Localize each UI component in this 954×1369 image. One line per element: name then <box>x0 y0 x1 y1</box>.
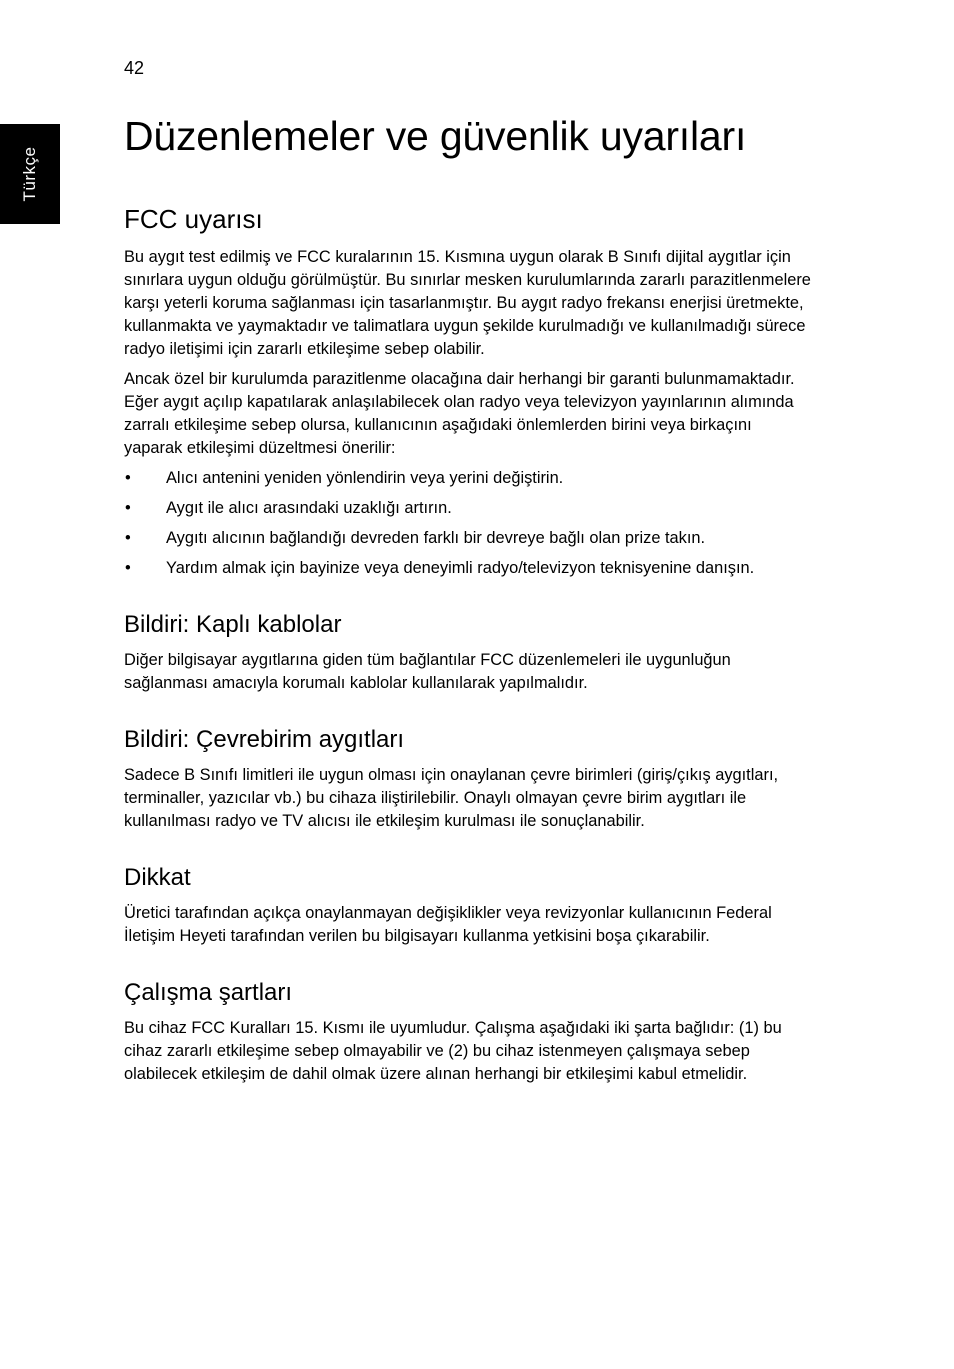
list-item <box>124 497 814 520</box>
page-content <box>124 110 814 1093</box>
shielded-cables-heading: Bildiri: Kaplı kablolar <box>124 611 342 638</box>
operating-conditions-section <box>124 978 814 1086</box>
list-item-text: Aygıtı alıcının bağlandığı devreden farklı bir devreye bağlı olan prize takın. <box>166 529 706 547</box>
language-tab-label: Türkçe <box>20 146 39 202</box>
bullet-glyph: • <box>125 529 131 547</box>
shielded-cables-section <box>124 610 814 695</box>
operating-conditions-heading: Çalışma şartları <box>124 979 293 1006</box>
caution-text: Üretici tarafından açıkça onaylanmayan değişiklikler veya revizyonlar kullanıcının Federal İletişim Heyeti tarafından verilen bu bilgisayarı kullanma yetkisini boşa çıkarabilir. <box>124 904 772 945</box>
caution-heading: Dikkat <box>124 864 191 891</box>
bullet-glyph: • <box>125 469 131 487</box>
bullet-glyph: • <box>125 559 131 577</box>
page-title: Düzenlemeler ve güvenlik uyarıları <box>124 113 747 159</box>
list-item-text: Yardım almak için bayinize veya deneyimli radyo/televizyon teknisyenine danışın. <box>166 559 755 577</box>
operating-conditions-text: Bu cihaz FCC Kuralları 15. Kısmı ile uyumludur. Çalışma aşağıdaki iki şarta bağlıdır: (1) bu cihaz zararlı etkileşime sebep olmayabilir ve (2) bu cihaz istenmeyen çalışmaya sebep olabilecek etkileşim de dahil olmak üzere alınan herhangi bir etkileşimi kabul etmelidir. <box>124 1019 782 1083</box>
fcc-paragraph-2: Ancak özel bir kurulumda parazitlenme olacağına dair herhangi bir garanti bulunmamaktadır. Eğer aygıt açılıp kapatılarak anlaşılabilecek olan radyo veya televizyon yayınlarının alımında zarralı etkileşime sebep olursa, kullanıcının aşağıdaki önlemlerden birini veya birkaçını yaparak etkileşimi düzeltmesi önerilir: <box>124 370 795 457</box>
fcc-paragraph-1: Bu aygıt test edilmiş ve FCC kuralarının 15. Kısmına uygun olarak B Sınıfı dijital aygıtlar için sınırlara uygun olduğu görülmüştür. Bu sınırlar mesken kurulumlarında zararlı parazitlenmelere karşı yeterli koruma sağlanması için tasarlanmıştır. Bu aygıt radyo frekansı enerjisi üretmekte, kullanmakta ve yaymaktadır ve talimatlara uygun şekilde kurulmadığı ve kullanılmadığı sürece radyo iletişimi için zararlı etkileşime sebep olabilir. <box>124 248 811 358</box>
peripherals-heading: Bildiri: Çevrebirim aygıtları <box>124 726 405 753</box>
page-number: 42 <box>124 58 145 78</box>
fcc-section <box>124 202 814 580</box>
shielded-cables-text: Diğer bilgisayar aygıtlarına giden tüm bağlantılar FCC düzenlemeleri ile uygunluğun sağlanması amacıyla korumalı kablolar kullanılarak yapılmalıdır. <box>124 651 731 692</box>
caution-section <box>124 863 814 948</box>
list-item-text: Alıcı antenini yeniden yönlendirin veya yerini değiştirin. <box>166 469 564 487</box>
list-item-text: Aygıt ile alıcı arasındaki uzaklığı artırın. <box>166 499 452 517</box>
peripherals-text: Sadece B Sınıfı limitleri ile uygun olması için onaylanan çevre birimleri (giriş/çıkış aygıtları, terminaller, yazıcılar vb.) bu cihaza iliştirilebilir. Onaylı olmayan çevre birim aygıtları ile kullanılması radyo ve TV alıcısı ile etkileşim kurulması ile sonuçlanabilir. <box>124 766 779 830</box>
list-item <box>124 557 814 580</box>
fcc-heading: FCC uyarısı <box>124 204 263 234</box>
language-tab <box>0 124 60 224</box>
peripherals-section <box>124 725 814 833</box>
bullet-glyph: • <box>125 499 131 517</box>
list-item <box>124 527 814 550</box>
list-item <box>124 467 814 490</box>
fcc-measures-list <box>124 467 814 580</box>
